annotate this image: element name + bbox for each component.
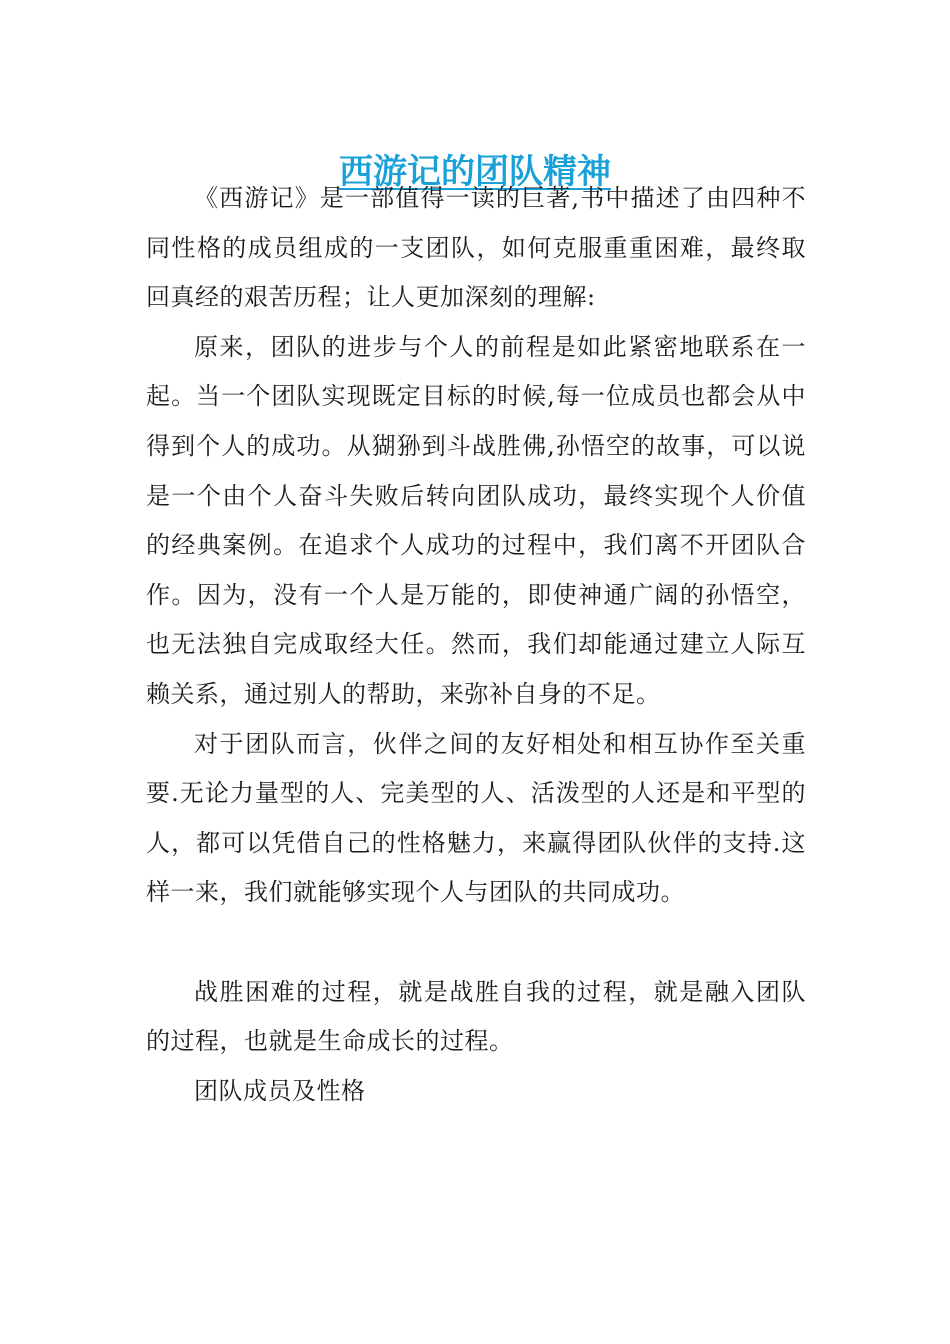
document-title: 西游记的团队精神 bbox=[339, 151, 611, 192]
document-body bbox=[146, 174, 806, 1116]
section-heading-members: 团队成员及性格 bbox=[194, 1076, 366, 1105]
paragraph-intro: 《西游记》是一部值得一读的巨著,书中描述了由四种不同性格的成员组成的一支团队，如何克服重重困难，最终取回真经的艰苦历程；让人更加深刻的理解: bbox=[146, 184, 806, 312]
paragraph-spacer bbox=[146, 918, 806, 968]
paragraph-overcoming-difficulties: 战胜困难的过程，就是战胜自我的过程，就是融入团队的过程，也就是生命成长的过程。 bbox=[146, 977, 806, 1056]
paragraph-team-progress: 原来，团队的进步与个人的前程是如此紧密地联系在一起。当一个团队实现既定目标的时候,每一位成员也都会从中得到个人的成功。从猢狲到斗战胜佛,孙悟空的故事，可以说是一个由个人奋斗失败后转向团队成功，最终实现个人价值的经典案例。在追求个人成功的过程中，我们离不开团队合作。因为，没有一个人是万能的，即使神通广阔的孙悟空，也无法独自完成取经大任。然而，我们却能通过建立人际互赖关系，通过别人的帮助，来弥补自身的不足。 bbox=[146, 332, 806, 708]
paragraph-team-cooperation: 对于团队而言，伙伴之间的友好相处和相互协作至关重要.无论力量型的人、完美型的人、活泼型的人还是和平型的人，都可以凭借自己的性格魅力，来赢得团队伙伴的支持.这样一来，我们就能够实现个人与团队的共同成功。 bbox=[146, 729, 806, 907]
